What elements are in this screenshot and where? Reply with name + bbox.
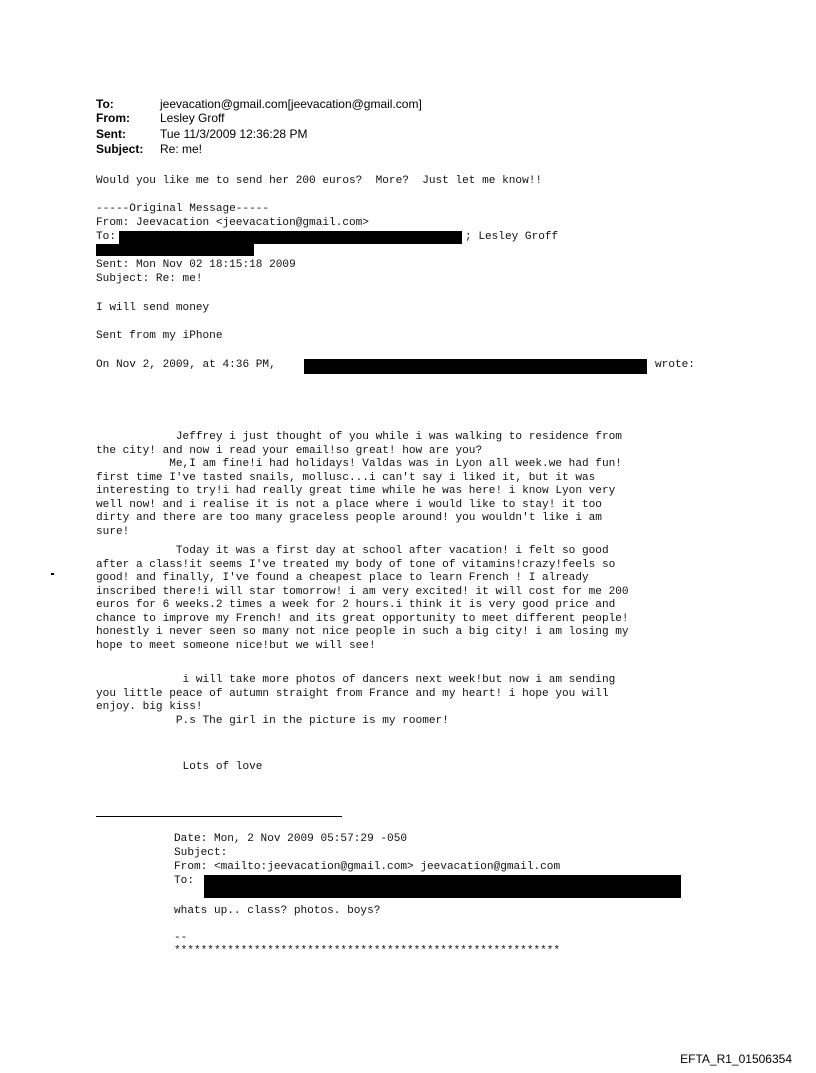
message-line: sure!: [96, 525, 130, 538]
quoted-from: From: <mailto:jeevacation@gmail.com> jeevacation@gmail.com: [174, 861, 561, 873]
message-line: well now! and i realise it is not a place where i would like to stay! it too: [96, 498, 602, 511]
quoted-body: whats up.. class? photos. boys?: [174, 905, 381, 917]
header-sent-value: Tue 11/3/2009 12:36:28 PM: [160, 127, 308, 141]
stray-mark: [51, 573, 54, 575]
redaction-bar: [119, 231, 462, 244]
reply-text: Would you like me to send her 200 euros? More? Just let me know!!: [96, 175, 543, 187]
document-id: EFTA_R1_01506354: [680, 1052, 792, 1066]
message-line: Me,I am fine!i had holidays! Valdas was in Lyon all week.we had fun!: [96, 458, 622, 470]
original-body-line: I will send money: [96, 302, 210, 314]
message-line: after a class!it seems I've treated my body of tone of vitamins!crazy!feels so: [96, 558, 616, 571]
message-line: dirty and there are too many graceless people around! you wouldn't like i am: [96, 512, 602, 524]
redaction-bar: [96, 244, 254, 256]
message-line: inscribed there!i will star tomorrow! i am very excited! it will cost for me 200: [96, 585, 629, 598]
message-line: i will take more photos of dancers next week!but now i am sending: [96, 674, 616, 686]
message-line: hope to meet someone nice!but we will see!: [96, 639, 376, 652]
header-sent-row: [96, 127, 307, 141]
message-line: Jeffrey i just thought of you while i was walking to residence from: [96, 431, 622, 443]
redaction-bar: [204, 875, 681, 898]
header-from-value: Lesley Groff: [160, 111, 225, 125]
quoted-to-label: To:: [174, 875, 194, 887]
original-to-suffix: ; Lesley Groff: [465, 231, 559, 243]
quoted-signature-dash: --: [174, 932, 188, 944]
header-to-row: [96, 97, 422, 111]
message-paragraph-3: [96, 674, 615, 728]
message-line: chance to improve my French! and its great opportunity to meet different people!: [96, 612, 629, 625]
message-paragraph-2: [96, 545, 629, 653]
message-line: first time I've tasted snails, mollusc...i can't say i liked it, but it was: [96, 471, 596, 484]
message-paragraph-1: [96, 431, 622, 539]
wrote-prefix: On Nov 2, 2009, at 4:36 PM,: [96, 359, 276, 371]
quoted-stars: **********************************************************: [174, 945, 561, 957]
header-subject-value: Re: me!: [160, 142, 203, 156]
original-separator: -----Original Message-----: [96, 203, 270, 215]
message-line: the city! and now i read your email!so great! how are you?: [96, 444, 483, 457]
original-subject: Subject: Re: me!: [96, 273, 203, 285]
message-closing: Lots of love: [96, 761, 263, 773]
message-line: interesting to try!i had really great time while he was here! i know Lyon very: [96, 485, 616, 497]
original-signature: Sent from my iPhone: [96, 330, 223, 342]
original-from: From: Jeevacation <jeevacation@gmail.com>: [96, 217, 369, 229]
message-line: enjoy. big kiss!: [96, 701, 203, 713]
quoted-date: Date: Mon, 2 Nov 2009 05:57:29 -050: [174, 833, 408, 845]
original-sent: Sent: Mon Nov 02 18:15:18 2009: [96, 259, 296, 271]
header-to-value: jeevacation@gmail.com[jeevacation@gmail.com]: [160, 97, 422, 111]
message-line: honestly i never seen so many not nice people in such a big city! i am losing my: [96, 626, 629, 638]
wrote-suffix: wrote:: [655, 359, 695, 371]
message-line: euros for 6 weeks.2 times a week for 2 hours.i think it is very good price and: [96, 599, 616, 611]
original-to-label: To:: [96, 231, 116, 243]
header-from-label: From:: [96, 111, 130, 125]
redaction-bar: [304, 359, 647, 374]
header-subject-label: Subject:: [96, 142, 144, 156]
header-subject-row: [96, 142, 202, 156]
header-to-label: To:: [96, 97, 114, 111]
header-sent-label: Sent:: [96, 127, 126, 141]
divider-rule: [96, 816, 342, 817]
message-line: you little peace of autumn straight from France and my heart! i hope you will: [96, 687, 609, 700]
quoted-subject: Subject:: [174, 847, 228, 859]
header-from-row: [96, 111, 224, 125]
message-line: P.s The girl in the picture is my roomer!: [96, 714, 449, 727]
message-line: Today it was a first day at school after vacation! i felt so good: [96, 545, 609, 557]
message-line: good! and finally, I've found a cheapest place to learn French ! I already: [96, 572, 589, 584]
